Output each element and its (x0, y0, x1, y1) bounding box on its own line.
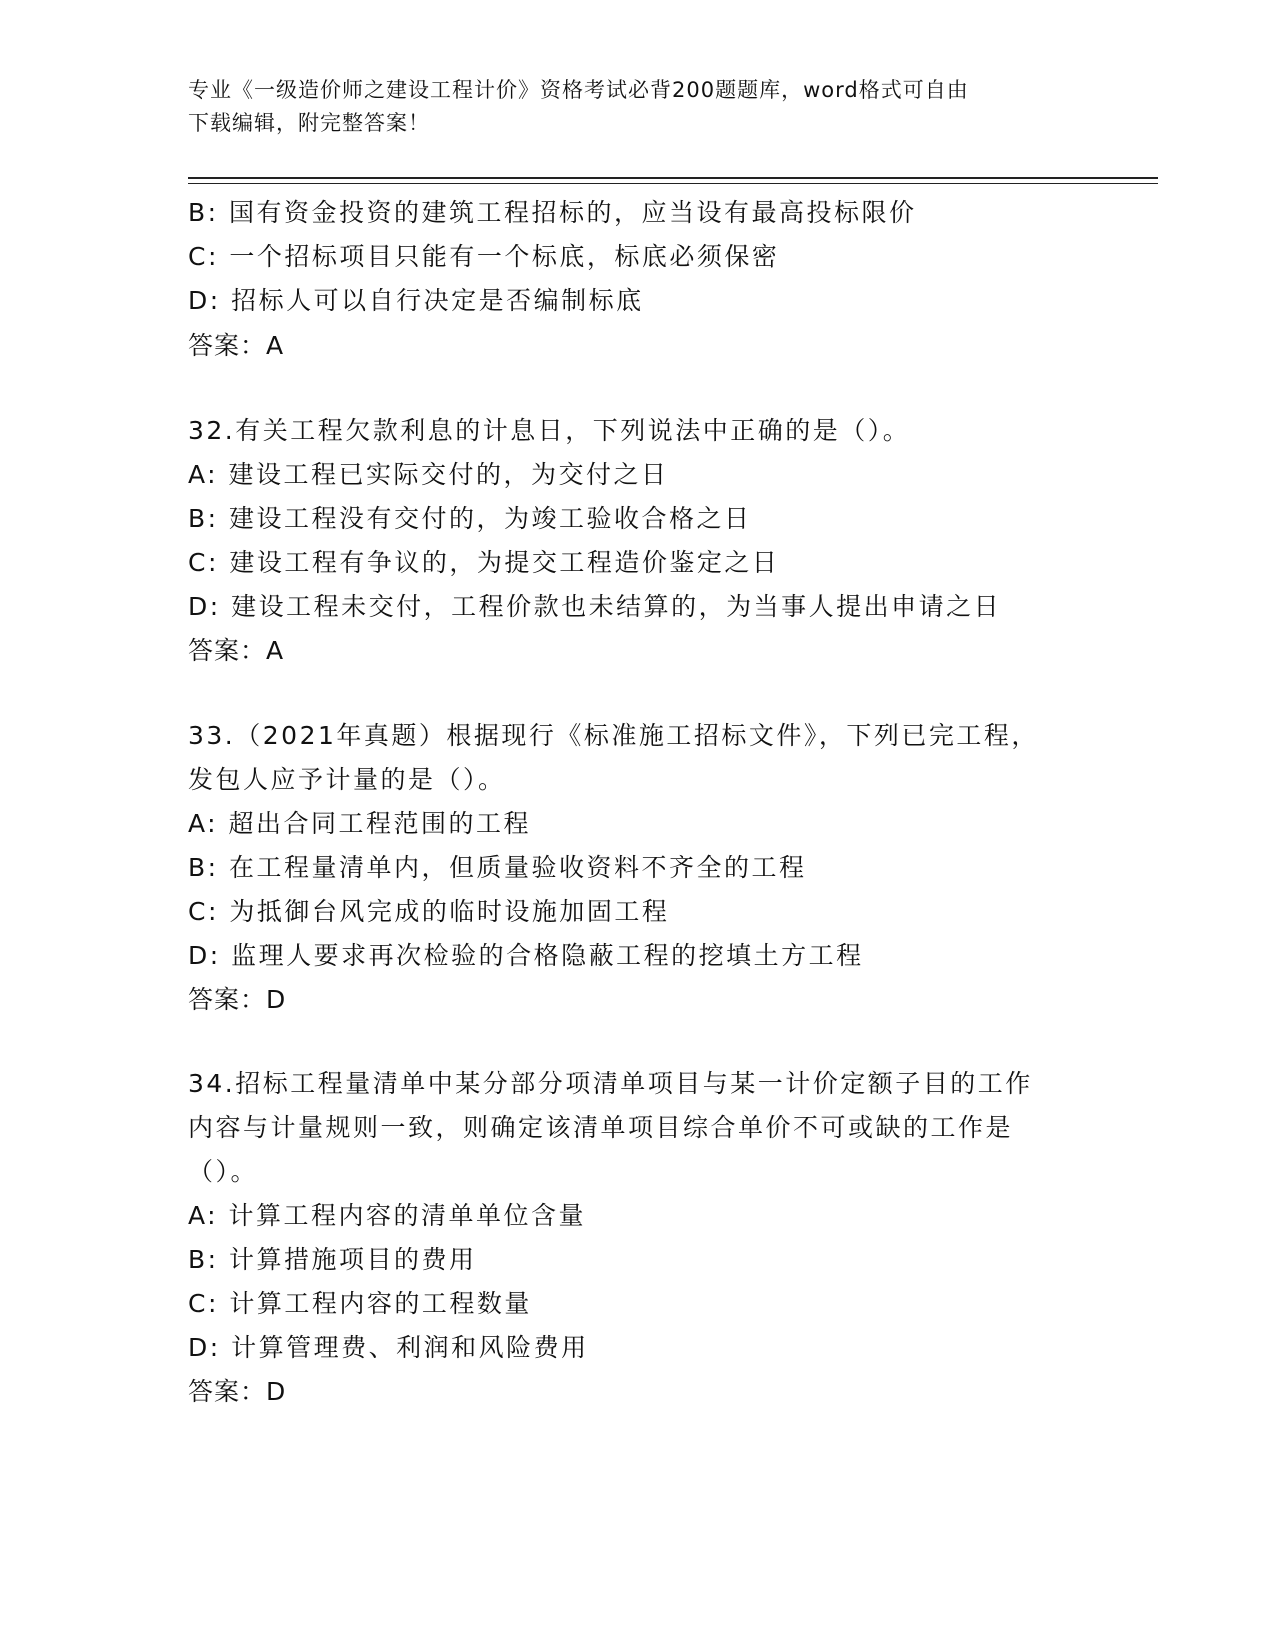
document-header (188, 74, 1088, 140)
q31-option-c: C: 一个招标项目只能有一个标底，标底必须保密 (188, 242, 780, 271)
q31-option-b: B: 国有资金投资的建筑工程招标的，应当设有最高投标限价 (188, 198, 917, 227)
q34-stem-line-2: 内容与计量规则一致，则确定该清单项目综合单价不可或缺的工作是 (188, 1113, 1014, 1142)
header-divider-thin (188, 183, 1158, 184)
q32-answer: 答案：A (188, 636, 285, 665)
q31-answer: 答案：A (188, 331, 285, 360)
q34-stem-line-3: （）。 (188, 1157, 259, 1186)
q32-option-c: C: 建设工程有争议的，为提交工程造价鉴定之日 (188, 548, 780, 577)
q34-option-b: B: 计算措施项目的费用 (188, 1245, 477, 1274)
q34-option-c: C: 计算工程内容的工程数量 (188, 1289, 532, 1318)
q33-stem-line-1: 33.（2021年真题）根据现行《标准施工招标文件》，下列已完工程， (188, 721, 1039, 750)
q31-option-d: D: 招标人可以自行决定是否编制标底 (188, 286, 644, 315)
q33-option-c: C: 为抵御台风完成的临时设施加固工程 (188, 897, 670, 926)
q33-option-b: B: 在工程量清单内，但质量验收资料不齐全的工程 (188, 853, 807, 882)
q34-option-a: A: 计算工程内容的清单单位含量 (188, 1201, 587, 1230)
q32-option-b: B: 建设工程没有交付的，为竣工验收合格之日 (188, 504, 752, 533)
q34-stem-line-1: 34.招标工程量清单中某分部分项清单项目与某一计价定额子目的工作 (188, 1069, 1033, 1098)
q32-stem: 32.有关工程欠款利息的计息日，下列说法中正确的是（）。 (188, 416, 911, 445)
q33-answer: 答案：D (188, 985, 287, 1014)
q33-stem-line-2: 发包人应予计量的是（）。 (188, 765, 506, 794)
q34-option-d: D: 计算管理费、利润和风险费用 (188, 1333, 589, 1362)
q34-answer: 答案：D (188, 1377, 287, 1406)
header-line-2: 下载编辑，附完整答案！ (188, 111, 430, 135)
q32-option-a: A: 建设工程已实际交付的，为交付之日 (188, 460, 669, 489)
q33-option-a: A: 超出合同工程范围的工程 (188, 809, 532, 838)
q33-option-d: D: 监理人要求再次检验的合格隐蔽工程的挖填土方工程 (188, 941, 864, 970)
header-line-1: 专业《一级造价师之建设工程计价》资格考试必背200题题库，word格式可自由 (188, 78, 969, 102)
q32-option-d: D: 建设工程未交付，工程价款也未结算的，为当事人提出申请之日 (188, 592, 1002, 621)
header-divider-thick (188, 177, 1158, 179)
